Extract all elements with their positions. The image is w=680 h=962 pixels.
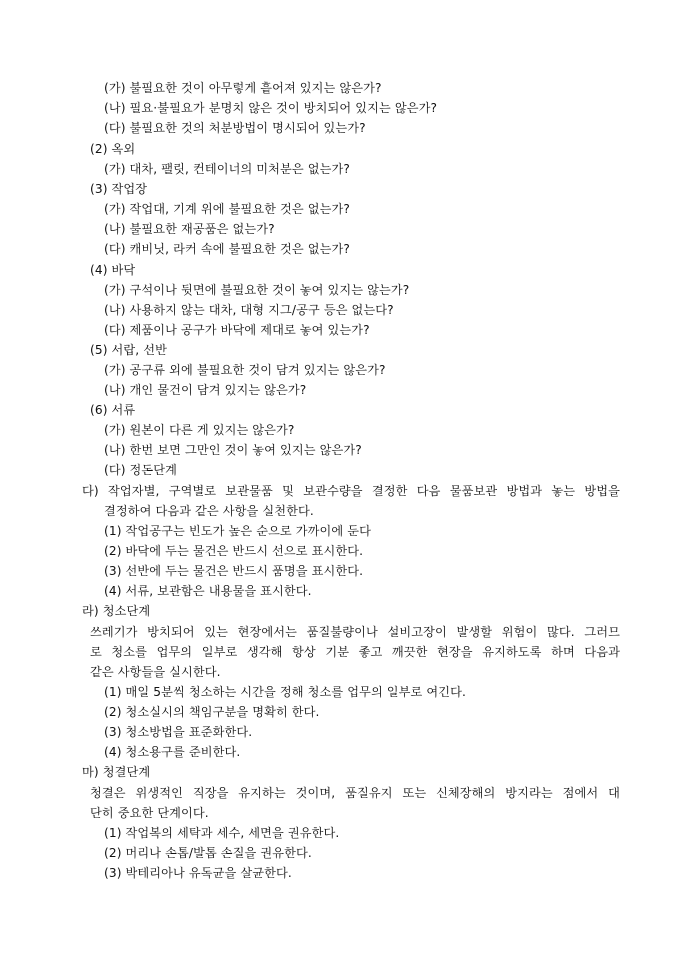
text-line: 로 청소를 업무의 일부로 생각해 항상 기분 좋고 깨끗한 현장을 유지하도록 하며 다음과 <box>90 645 620 659</box>
text-line: (다) 불필요한 것의 처분방법이 명시되어 있는가? <box>104 121 366 135</box>
text-line: (나) 필요·불필요가 분명치 않은 것이 방치되어 있지는 않은가? <box>104 101 438 115</box>
text-line: (가) 공구류 외에 불필요한 것이 담겨 있지는 않은가? <box>104 363 386 377</box>
text-line: (나) 불필요한 재공품은 없는가? <box>104 222 275 236</box>
section-heading: (5) 서랍, 선반 <box>90 343 167 357</box>
section-heading: 라) 청소단계 <box>82 604 151 618</box>
text-line: 단히 중요한 단계이다. <box>90 806 209 820</box>
text-line: (1) 작업공구는 빈도가 높은 순으로 가까이에 둔다 <box>104 524 371 538</box>
text-line: (다) 캐비닛, 라커 속에 불필요한 것은 없는가? <box>104 242 350 256</box>
section-heading: (2) 옥외 <box>90 142 136 156</box>
text-line: (1) 매일 5분씩 청소하는 시간을 정해 청소를 업무의 일부로 여긴다. <box>104 685 466 699</box>
text-line: (나) 사용하지 않는 대차, 대형 지그/공구 등은 없는다? <box>104 303 394 317</box>
text-line: (3) 선반에 두는 물건은 반드시 품명을 표시한다. <box>104 564 364 578</box>
text-line: (가) 원본이 다른 게 있지는 않은가? <box>104 423 295 437</box>
text-line: (나) 개인 물건이 담겨 있지는 않은가? <box>104 383 307 397</box>
text-line: 청결은 위생적인 직장을 유지하는 것이며, 품질유지 또는 신체장해의 방지라는 점에서 대 <box>90 786 620 800</box>
text-line: (4) 서류, 보관함은 내용물을 표시한다. <box>104 584 312 598</box>
text-line: 쓰레기가 방치되어 있는 현장에서는 품질불량이나 설비고장이 발생할 위험이 많다. 그러므 <box>90 625 620 639</box>
section-heading: (3) 작업장 <box>90 182 148 196</box>
text-line: (가) 불필요한 것이 아무렇게 흩어져 있지는 않은가? <box>104 81 382 95</box>
text-line: (4) 청소용구를 준비한다. <box>104 745 241 759</box>
text-line: (1) 작업복의 세탁과 세수, 세면을 권유한다. <box>104 826 340 840</box>
text-line: 다) 작업자별, 구역별로 보관물품 및 보관수량을 결정한 다음 물품보관 방법과 놓는 방법을 <box>82 484 620 498</box>
section-heading: (6) 서류 <box>90 403 136 417</box>
section-heading: (4) 바닥 <box>90 263 136 277</box>
text-line: (2) 청소실시의 책임구분을 명확히 한다. <box>104 705 320 719</box>
text-line: (다) 정돈단계 <box>104 463 178 477</box>
text-line: 같은 사항들을 실시한다. <box>90 665 221 679</box>
text-line: 결정하여 다음과 같은 사항을 실천한다. <box>104 504 314 518</box>
section-heading: 마) 청결단계 <box>82 765 151 779</box>
text-line: (가) 구석이나 뒷면에 불필요한 것이 놓여 있지는 않는가? <box>104 283 410 297</box>
text-line: (다) 제품이나 공구가 바닥에 제대로 놓여 있는가? <box>104 323 370 337</box>
text-line: (3) 박테리아나 유독균을 살균한다. <box>104 866 292 880</box>
text-line: (2) 바닥에 두는 물건은 반드시 선으로 표시한다. <box>104 544 364 558</box>
text-line: (가) 대차, 팰릿, 컨테이너의 미처분은 없는가? <box>104 162 350 176</box>
text-line: (3) 청소방법을 표준화한다. <box>104 725 253 739</box>
text-line: (나) 한번 보면 그만인 것이 놓여 있지는 않은가? <box>104 443 362 457</box>
text-line: (가) 작업대, 기계 위에 불필요한 것은 없는가? <box>104 202 350 216</box>
text-line: (2) 머리나 손톱/발톱 손질을 권유한다. <box>104 846 312 860</box>
